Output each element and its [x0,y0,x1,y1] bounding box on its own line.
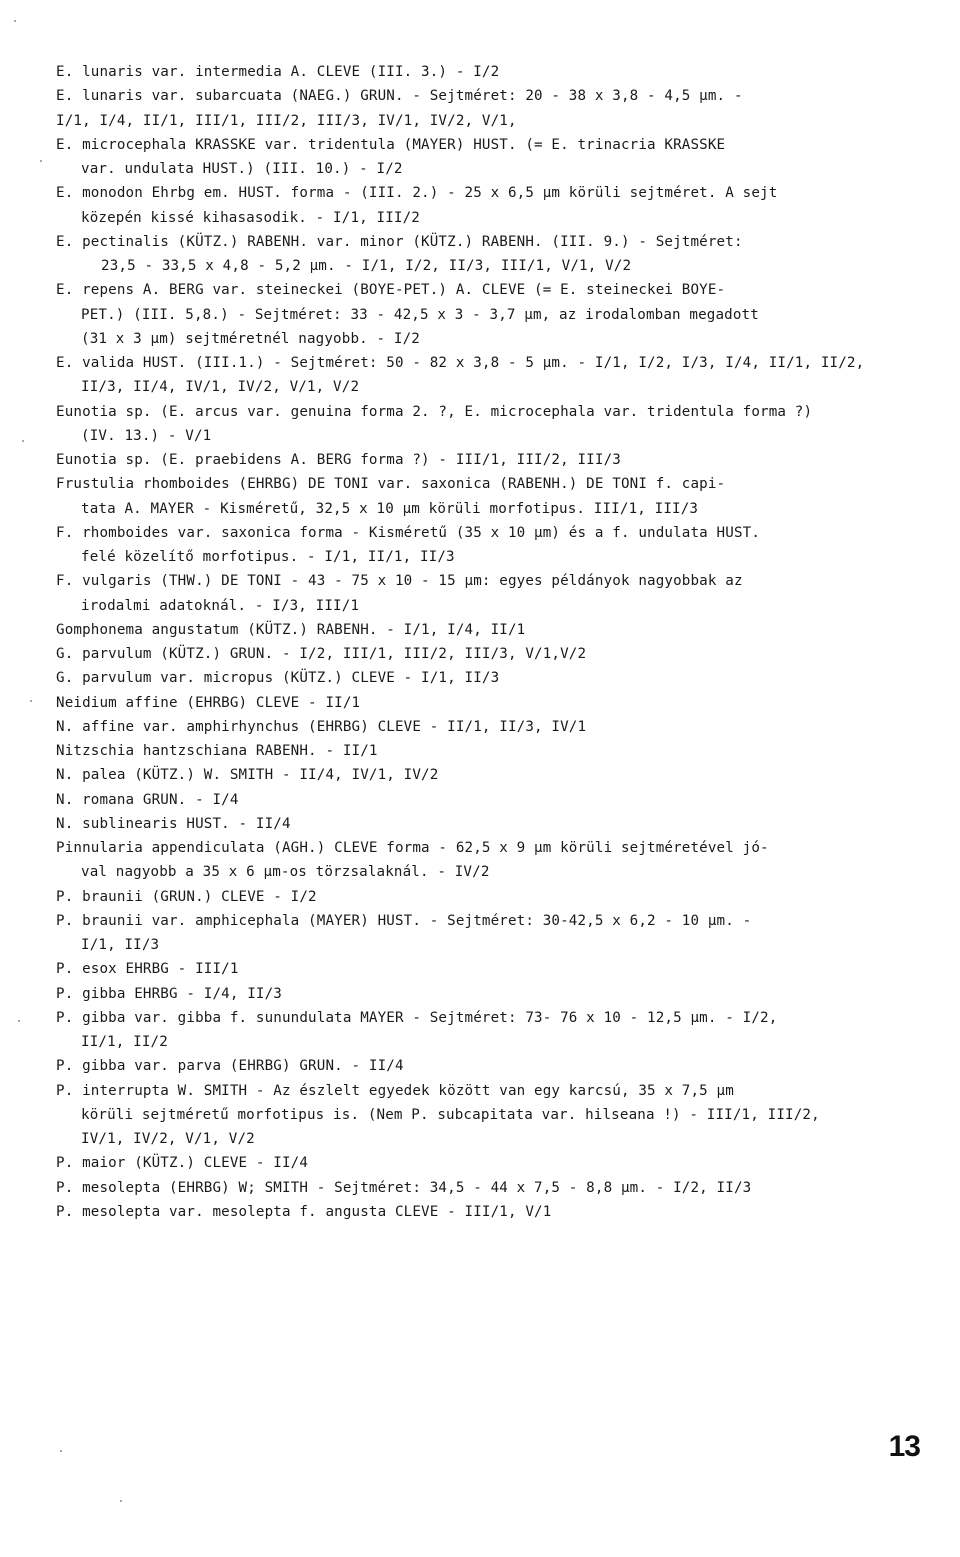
entry-line: (31 x 3 μm) sejtméretnél nagyobb. - I/2 [81,330,420,347]
scan-speck [14,20,16,22]
entry-line: Eunotia sp. (E. arcus var. genuina forma 2. ?, E. microcephala var. tridentula forma ?) [56,403,813,420]
entry-line: P. gibba var. gibba f. sunundulata MAYER - Sejtméret: 73- 76 x 10 - 12,5 μm. - I/2, [56,1009,778,1026]
entry-line: P. maior (KÜTZ.) CLEVE - II/4 [56,1155,309,1172]
entry-line: P. mesolepta var. mesolepta f. angusta CLEVE - III/1, V/1 [56,1203,552,1220]
entry-line: val nagyobb a 35 x 6 μm-os törzsalaknál. - IV/2 [81,864,490,881]
page-number: 13 [888,1430,920,1463]
entry-line: II/3, II/4, IV/1, IV/2, V/1, V/2 [81,379,360,396]
scan-speck [22,440,24,442]
entry-line: Neidium affine (EHRBG) CLEVE - II/1 [56,694,361,711]
entry-line: E. lunaris var. subarcuata (NAEG.) GRUN. - Sejtméret: 20 - 38 x 3,8 - 4,5 μm. - [56,88,743,105]
entry-line: Nitzschia hantzschiana RABENH. - II/1 [56,743,378,759]
scan-speck [120,1500,122,1502]
entry-line: Gomphonema angustatum (KÜTZ.) RABENH. - I/1, I/4, II/1 [56,621,526,638]
entry-line: E. repens A. BERG var. steineckei (BOYE-PET.) A. CLEVE (= E. steineckei BOYE- [56,282,726,299]
entry-line: N. romana GRUN. - I/4 [56,791,239,808]
entry-line: N. affine var. amphirhynchus (EHRBG) CLEVE - II/1, II/3, IV/1 [56,718,587,735]
entry-line: F. rhomboides var. saxonica forma - Kisméretű (35 x 10 μm) és a f. undulata HUST. [56,524,761,541]
entry-line: P. gibba var. parva (EHRBG) GRUN. - II/4 [56,1058,404,1075]
entry-line: I/1, II/3 [81,937,160,953]
entry-line: (IV. 13.) - V/1 [81,427,212,444]
entry-line: E. valida HUST. (III.1.) - Sejtméret: 50 - 82 x 3,8 - 5 μm. - I/1, I/2, I/3, I/4, II/1, II/2, [56,355,865,371]
entry-line: I/1, I/4, II/1, III/1, III/2, III/3, IV/1, IV/2, V/1, [56,112,517,129]
entry-line: E. microcephala KRASSKE var. tridentula (MAYER) HUST. (= E. trinacria KRASSKE [56,136,726,153]
entry-line: P. braunii (GRUN.) CLEVE - I/2 [56,888,317,905]
entry-line: P. esox EHRBG - III/1 [56,961,239,978]
entry-line: N. palea (KÜTZ.) W. SMITH - II/4, IV/1, IV/2 [56,767,439,784]
entry-line: közepén kissé kihasasodik. - I/1, III/2 [81,209,420,226]
entry-line: P. braunii var. amphicephala (MAYER) HUST. - Sejtméret: 30-42,5 x 6,2 - 10 μm. - [56,912,752,929]
entry-line: körüli sejtméretű morfotipus is. (Nem P. subcapitata var. hilseana !) - III/1, III/2, [81,1106,820,1123]
entry-line: irodalmi adatoknál. - I/3, III/1 [81,597,360,614]
entry-line: G. parvulum var. micropus (KÜTZ.) CLEVE - I/1, II/3 [56,670,500,687]
entry-line: E. monodon Ehrbg em. HUST. forma - (III. 2.) - 25 x 6,5 μm körüli sejtméret. A sejt [56,185,778,202]
entry-line: felé közelítő morfotipus. - I/1, II/1, II/3 [81,549,455,565]
scan-speck [18,1020,20,1022]
scan-speck [60,1450,62,1452]
entry-line: E. lunaris var. intermedia A. CLEVE (III. 3.) - I/2 [56,64,500,80]
entry-line: P. gibba EHRBG - I/4, II/3 [56,985,282,1002]
entry-line: PET.) (III. 5,8.) - Sejtméret: 33 - 42,5 x 3 - 3,7 μm, az irodalomban megadott [81,306,759,323]
scan-speck [30,700,32,702]
entry-line: G. parvulum (KÜTZ.) GRUN. - I/2, III/1, III/2, III/3, V/1,V/2 [56,646,587,662]
entry-line: tata A. MAYER - Kisméretű, 32,5 x 10 μm körüli morfotipus. III/1, III/3 [81,500,699,517]
entry-line: Pinnularia appendiculata (AGH.) CLEVE forma - 62,5 x 9 μm körüli sejtméretével jó- [56,840,769,856]
scan-speck [40,160,42,162]
entry-line: Eunotia sp. (E. praebidens A. BERG forma ?) - III/1, III/2, III/3 [56,452,621,468]
species-list [56,60,916,1224]
entry-line: E. pectinalis (KÜTZ.) RABENH. var. minor (KÜTZ.) RABENH. (III. 9.) - Sejtméret: [56,233,743,250]
entry-line: 23,5 - 33,5 x 4,8 - 5,2 μm. - I/1, I/2, II/3, III/1, V/1, V/2 [101,258,632,274]
entry-line: II/1, II/2 [81,1034,168,1050]
entry-line: Frustulia rhomboides (EHRBG) DE TONI var. saxonica (RABENH.) DE TONI f. capi- [56,476,726,493]
entry-line: P. interrupta W. SMITH - Az észlelt egyedek között van egy karcsú, 35 x 7,5 μm [56,1082,734,1099]
entry-line: F. vulgaris (THW.) DE TONI - 43 - 75 x 10 - 15 μm: egyes példányok nagyobbak az [56,573,743,590]
entry-line: P. mesolepta (EHRBG) W; SMITH - Sejtméret: 34,5 - 44 x 7,5 - 8,8 μm. - I/2, II/3 [56,1179,752,1196]
entry-line: IV/1, IV/2, V/1, V/2 [81,1131,255,1147]
entry-line: N. sublinearis HUST. - II/4 [56,815,291,832]
entry-line: var. undulata HUST.) (III. 10.) - I/2 [81,161,403,177]
